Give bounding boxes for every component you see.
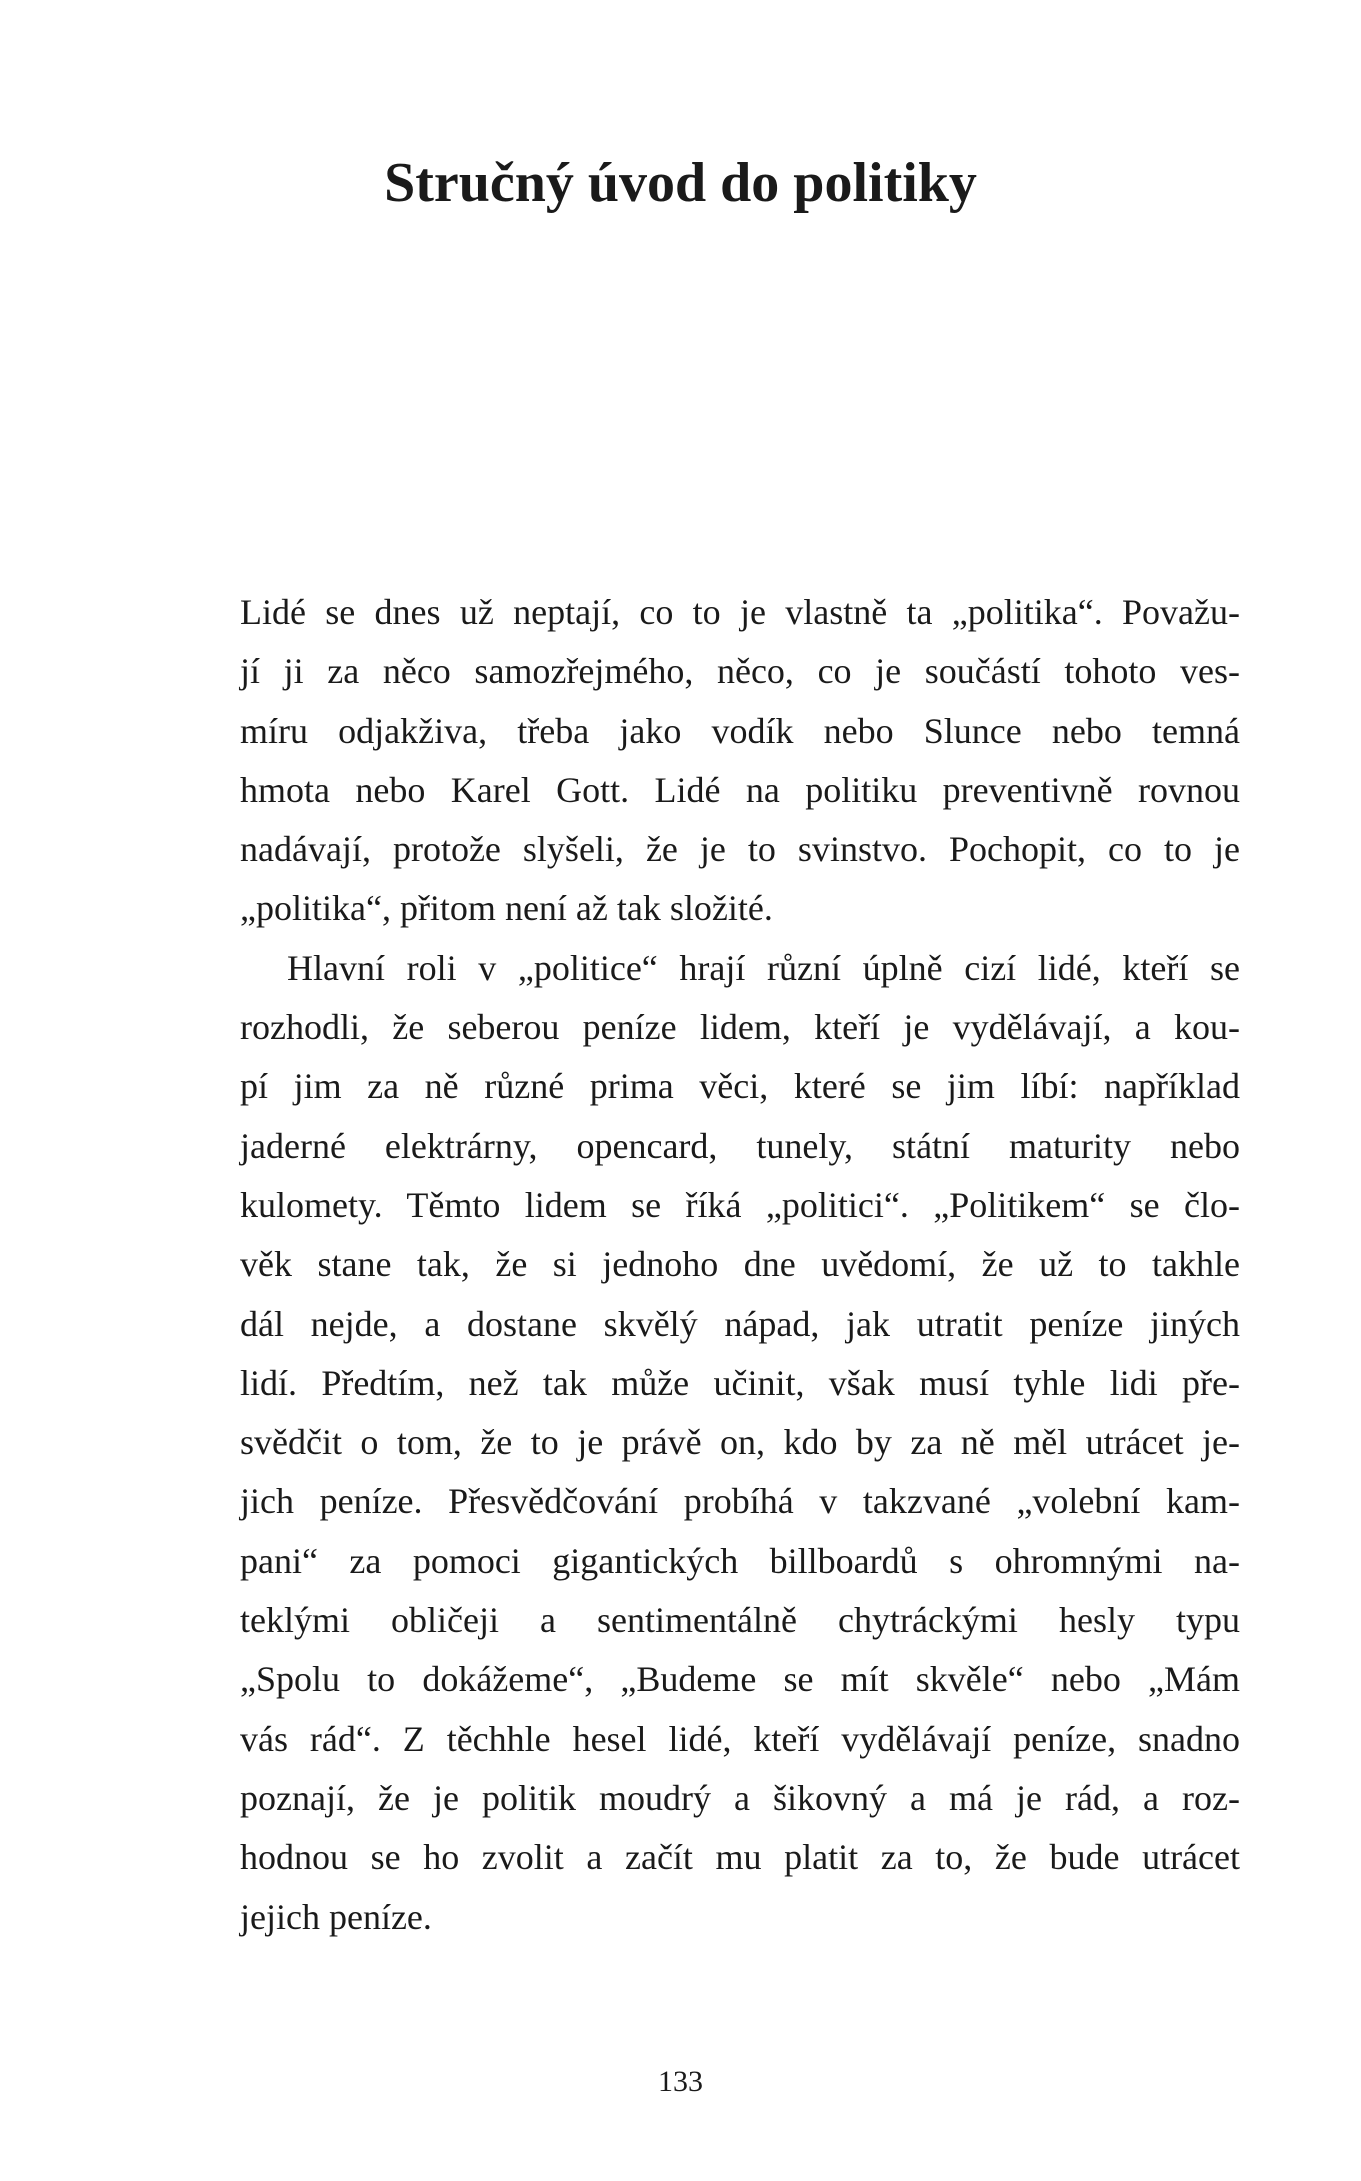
text-line: jaderné elektrárny, opencard, tunely, státní maturity nebo [240, 1125, 1240, 1166]
text-line: jejich peníze. [240, 1896, 432, 1937]
text-line: jí ji za něco samozřejmého, něco, co je součástí tohoto ves- [240, 651, 1240, 692]
page-number: 133 [658, 2065, 703, 2098]
text-line: poznají, že je politik moudrý a šikovný a má je rád, a roz- [240, 1777, 1240, 1818]
text-line: „politika“, přitom není až tak složité. [240, 888, 773, 929]
text-line: lidí. Předtím, než tak může učinit, však musí tyhle lidi pře- [240, 1362, 1240, 1403]
text-line: „Spolu to dokážeme“, „Budeme se mít skvěle“ nebo „Mám [240, 1659, 1240, 1700]
text-line: pani“ za pomoci gigantických billboardů s ohromnými na- [240, 1540, 1240, 1581]
text-line: Lidé se dnes už neptají, co to je vlastně ta „politika“. Považu- [240, 592, 1240, 632]
text-line: hmota nebo Karel Gott. Lidé na politiku preventivně rovnou [240, 769, 1240, 810]
paragraph-1 [240, 583, 1240, 939]
text-line: kulomety. Těmto lidem se říká „politici“. „Politikem“ se člo- [240, 1184, 1240, 1225]
page-title: Stručný úvod do politiky [384, 152, 977, 214]
text-line: míru odjakživa, třeba jako vodík nebo Slunce nebo temná [240, 710, 1240, 751]
text-line: vás rád“. Z těchhle hesel lidé, kteří vydělávají peníze, snadno [240, 1718, 1240, 1759]
text-line: svědčit o tom, že to je právě on, kdo by za ně měl utrácet je- [240, 1422, 1240, 1463]
text-line: nadávají, protože slyšeli, že je to svinstvo. Pochopit, co to je [240, 829, 1240, 870]
text-line: jich peníze. Přesvědčování probíhá v takzvané „volební kam- [240, 1481, 1240, 1522]
text-line: pí jim za ně různé prima věci, které se jim líbí: například [240, 1066, 1240, 1107]
text-line: hodnou se ho zvolit a začít mu platit za to, že bude utrácet [240, 1837, 1240, 1878]
text-line: teklými obličeji a sentimentálně chytráckými hesly typu [240, 1600, 1240, 1641]
text-line: rozhodli, že seberou peníze lidem, kteří je vydělávají, a kou- [240, 1007, 1240, 1048]
text-line: věk stane tak, že si jednoho dne uvědomí, že už to takhle [240, 1244, 1240, 1285]
text-line: dál nejde, a dostane skvělý nápad, jak utratit peníze jiných [240, 1303, 1240, 1344]
paragraph-2 [240, 939, 1240, 1947]
text-line: Hlavní roli v „politice“ hrají různí úplně cizí lidé, kteří se [287, 947, 1240, 988]
body-text [240, 583, 1240, 1947]
